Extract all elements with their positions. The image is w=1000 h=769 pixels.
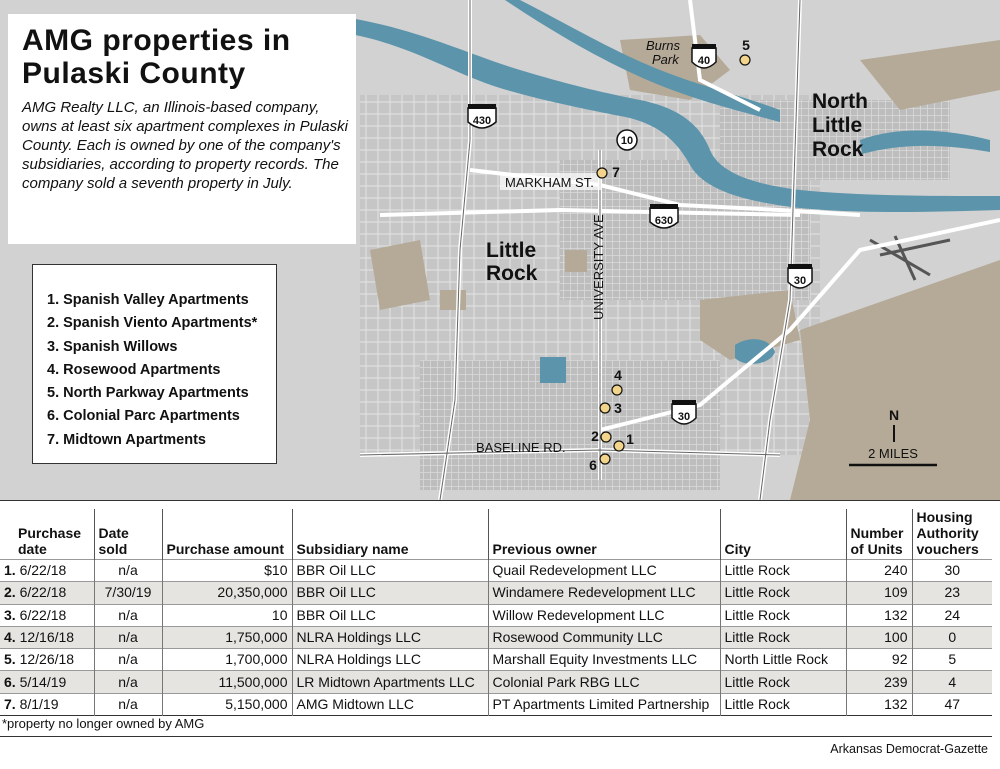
legend-item: 4. Rosewood Apartments [47, 361, 221, 378]
park-small-2 [440, 290, 466, 310]
table-row [0, 693, 992, 715]
cell-date-sold: n/a [94, 671, 162, 693]
legend-item: 7. Midtown Apartments [47, 431, 206, 448]
header-subsidiary-name: Subsidiary name [292, 509, 488, 560]
source-credit: Arkansas Democrat-Gazette [830, 742, 988, 756]
legend-item: 2. Spanish Viento Apartments* [47, 315, 258, 332]
cell-previous-owner: Rosewood Community LLC [488, 626, 720, 648]
svg-text:N: N [888, 407, 900, 423]
svg-text:2: 2 [591, 428, 599, 444]
shield-i630 [650, 204, 678, 228]
cell-subsidiary: LR Midtown Apartments LLC [292, 671, 488, 693]
label-burns-park-2: Park [652, 52, 679, 67]
marker-5[interactable] [740, 37, 750, 65]
intro-text: AMG Realty LLC, an Illinois-based company, owns at least six apartment complexes in Pulaski County. Each is owned by one of the company's subsidiaries, according to property records. The company sold a seventh property in July. [22, 99, 348, 192]
cell-city: Little Rock [720, 671, 846, 693]
label-north-little-rock-2: Little [812, 114, 863, 137]
cell-previous-owner: Marshall Equity Investments LLC [488, 649, 720, 671]
cell-previous-owner: Windamere Redevelopment LLC [488, 582, 720, 604]
cell-purchase-amount: $10 [162, 560, 292, 582]
shield-i430 [468, 104, 496, 128]
header-previous-owner: Previous owner [488, 509, 720, 560]
cell-purchase-date: 1. 6/22/18 [4, 562, 67, 579]
footnote: *property no longer owned by AMG [2, 716, 205, 731]
cell-city: Little Rock [720, 604, 846, 626]
cell-vouchers: 30 [912, 560, 992, 582]
cell-subsidiary: NLRA Holdings LLC [292, 626, 488, 648]
cell-vouchers: 4 [912, 671, 992, 693]
svg-text:2 MILES: 2 MILES [868, 446, 918, 461]
table-row [0, 649, 992, 671]
cell-purchase-amount: 11,500,000 [162, 671, 292, 693]
cell-date-sold: 7/30/19 [94, 582, 162, 604]
header-number-of-units: Number of Units [846, 509, 912, 560]
cell-units: 132 [846, 604, 912, 626]
svg-text:40: 40 [697, 55, 711, 67]
cell-city: Little Rock [720, 693, 846, 715]
shield-hwy10 [617, 130, 637, 150]
property-table [0, 509, 992, 716]
legend-item: 1. Spanish Valley Apartments [47, 292, 249, 308]
cell-vouchers: 23 [912, 582, 992, 604]
cell-previous-owner: Quail Redevelopment LLC [488, 560, 720, 582]
cell-date-sold: n/a [94, 649, 162, 671]
legend-item: 5. North Parkway Apartments [47, 385, 249, 402]
park-area-west [370, 240, 430, 310]
cell-units: 109 [846, 582, 912, 604]
svg-text:30: 30 [677, 411, 691, 423]
cell-previous-owner: PT Apartments Limited Partnership [488, 693, 720, 715]
svg-text:10: 10 [620, 135, 634, 147]
svg-text:7: 7 [612, 164, 620, 180]
svg-text:30: 30 [793, 275, 807, 287]
cell-units: 100 [846, 626, 912, 648]
table-row [0, 626, 992, 648]
cell-purchase-amount: 1,700,000 [162, 649, 292, 671]
svg-text:1: 1 [626, 431, 634, 447]
label-markham-st: MARKHAM ST. [505, 175, 594, 190]
cell-subsidiary: BBR Oil LLC [292, 604, 488, 626]
table-header-row [0, 509, 992, 560]
cell-date-sold: n/a [94, 604, 162, 626]
header-city: City [720, 509, 846, 560]
cell-date-sold: n/a [94, 693, 162, 715]
label-north-little-rock-1: North [812, 90, 868, 113]
cell-purchase-date: 4. 12/16/18 [4, 629, 75, 646]
page-title: AMG properties in Pulaski County [22, 24, 291, 90]
table-row [0, 582, 992, 604]
cell-city: Little Rock [720, 626, 846, 648]
cell-purchase-date: 7. 8/1/19 [4, 695, 59, 712]
credit-divider [0, 736, 992, 737]
property-legend [32, 264, 277, 464]
table-row [0, 671, 992, 693]
cell-subsidiary: BBR Oil LLC [292, 560, 488, 582]
label-university-ave: UNIVERSITY AVE [591, 214, 606, 320]
cell-units: 240 [846, 560, 912, 582]
cell-purchase-date: 2. 6/22/18 [4, 584, 67, 601]
svg-text:4: 4 [614, 367, 622, 383]
cell-city: Little Rock [720, 560, 846, 582]
cell-previous-owner: Colonial Park RBG LLC [488, 671, 720, 693]
label-burns-park-1: Burns [646, 38, 680, 53]
svg-text:3: 3 [614, 400, 622, 416]
cell-units: 132 [846, 693, 912, 715]
legend-item: 6. Colonial Parc Apartments [47, 408, 240, 425]
shield-i30-north [788, 264, 812, 288]
cell-purchase-amount: 5,150,000 [162, 693, 292, 715]
svg-text:430: 430 [472, 115, 492, 127]
cell-units: 239 [846, 671, 912, 693]
cell-subsidiary: AMG Midtown LLC [292, 693, 488, 715]
table-row [0, 604, 992, 626]
cell-date-sold: n/a [94, 560, 162, 582]
cell-vouchers: 47 [912, 693, 992, 715]
marker-4[interactable] [612, 367, 622, 395]
table-row [0, 560, 992, 582]
cell-purchase-amount: 10 [162, 604, 292, 626]
header-date-sold: Date sold [94, 509, 162, 560]
header-purchase-amount: Purchase amount [162, 509, 292, 560]
label-little-rock-1: Little [486, 239, 537, 262]
cell-city: North Little Rock [720, 649, 846, 671]
legend-item: 3. Spanish Willows [47, 338, 178, 355]
cell-subsidiary: NLRA Holdings LLC [292, 649, 488, 671]
title-panel [8, 14, 356, 244]
cell-purchase-amount: 1,750,000 [162, 626, 292, 648]
svg-text:5: 5 [742, 37, 750, 53]
cell-subsidiary: BBR Oil LLC [292, 582, 488, 604]
cell-date-sold: n/a [94, 626, 162, 648]
cell-vouchers: 0 [912, 626, 992, 648]
cell-vouchers: 24 [912, 604, 992, 626]
south-grid [420, 360, 720, 490]
cell-purchase-date: 3. 6/22/18 [4, 606, 67, 623]
shield-i40 [692, 44, 716, 68]
shield-i30-south [672, 400, 696, 424]
cell-vouchers: 5 [912, 649, 992, 671]
cell-previous-owner: Willow Redevelopment LLC [488, 604, 720, 626]
park-small-1 [565, 250, 587, 272]
svg-text:6: 6 [589, 457, 597, 473]
park-lake-square [540, 357, 566, 383]
header-housing-vouchers: Housing Authority vouchers [912, 509, 992, 560]
label-little-rock-2: Rock [486, 262, 538, 285]
cell-purchase-amount: 20,350,000 [162, 582, 292, 604]
svg-text:630: 630 [654, 215, 674, 227]
label-baseline-rd: BASELINE RD. [476, 440, 566, 455]
cell-units: 92 [846, 649, 912, 671]
label-north-little-rock-3: Rock [812, 138, 864, 161]
header-purchase-date: Purchase date [18, 525, 82, 557]
cell-purchase-date: 6. 5/14/19 [4, 673, 67, 690]
cell-city: Little Rock [720, 582, 846, 604]
cell-purchase-date: 5. 12/26/18 [4, 651, 75, 668]
